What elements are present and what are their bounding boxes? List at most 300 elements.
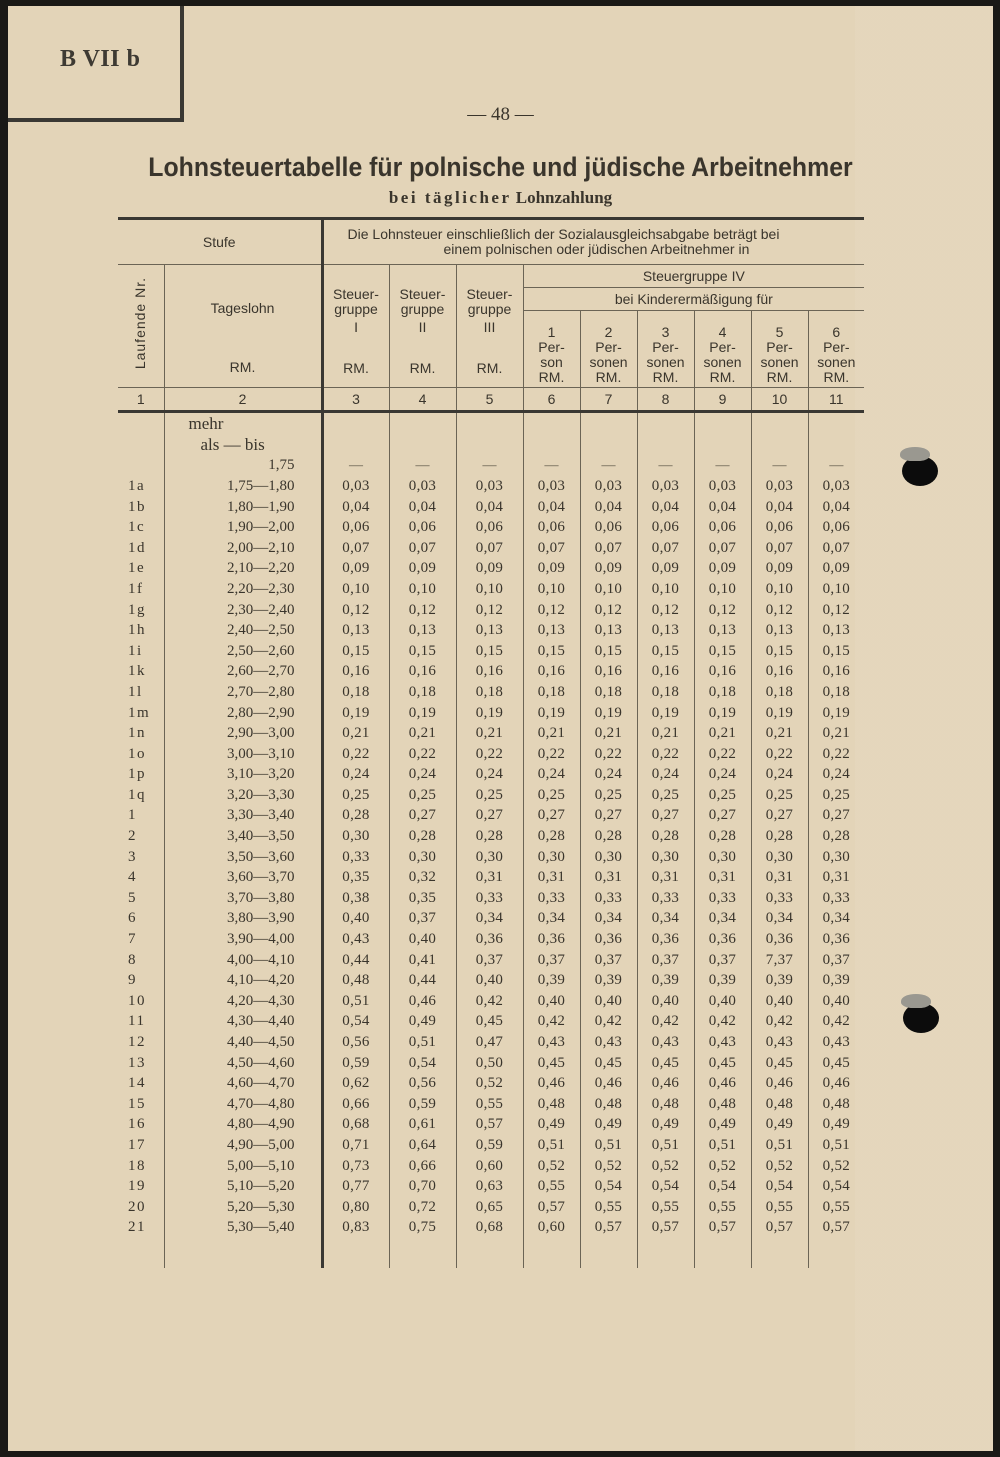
row-number: 14 xyxy=(128,1075,146,1092)
mehr-label: mehr xyxy=(164,412,322,436)
tax-value: 0,28 xyxy=(580,826,637,847)
tax-value: 0,33 xyxy=(456,888,523,909)
tax-value: 0,19 xyxy=(322,703,389,724)
table-row xyxy=(118,806,864,827)
tax-value: 0,46 xyxy=(694,1073,751,1094)
tax-value: 0,35 xyxy=(389,888,456,909)
tax-value: 0,18 xyxy=(322,682,389,703)
tax-value: 0,04 xyxy=(389,497,456,518)
wage-range: 4,80—4,90 xyxy=(164,1115,322,1136)
persons-label: sonen xyxy=(817,354,856,370)
persons-label: sonen xyxy=(703,354,742,370)
tax-value: 0,57 xyxy=(808,1218,864,1239)
tax-value: 0,60 xyxy=(523,1218,580,1239)
header-kinderermaessigung: bei Kinderermäßigung für xyxy=(523,288,864,311)
tax-value: 0,47 xyxy=(456,1032,523,1053)
tax-value: 0,66 xyxy=(389,1156,456,1177)
tax-value: 0,07 xyxy=(808,538,864,559)
tax-value: 0,80 xyxy=(322,1197,389,1218)
tax-value: 0,68 xyxy=(456,1218,523,1239)
tax-value: 0,40 xyxy=(523,991,580,1012)
tax-value: 0,46 xyxy=(808,1073,864,1094)
tax-value: 0,15 xyxy=(694,641,751,662)
empty-dash: — xyxy=(694,456,751,477)
tax-value: 0,07 xyxy=(580,538,637,559)
tax-value: 0,42 xyxy=(694,1012,751,1033)
tax-value: 0,39 xyxy=(808,970,864,991)
tax-value: 0,18 xyxy=(456,682,523,703)
tax-value: 0,27 xyxy=(637,806,694,827)
wage-range: 1,90—2,00 xyxy=(164,517,322,538)
persons-label: 2 xyxy=(604,324,613,340)
tax-value: 0,18 xyxy=(389,682,456,703)
column-number-row xyxy=(118,388,864,412)
tax-value: 0,55 xyxy=(523,1176,580,1197)
tax-value: 0,37 xyxy=(523,950,580,971)
tax-value: 0,09 xyxy=(751,559,808,580)
wage-range: 5,20—5,30 xyxy=(164,1197,322,1218)
wage-range: 3,80—3,90 xyxy=(164,909,322,930)
tax-value: 0,42 xyxy=(637,1012,694,1033)
wage-range: 4,40—4,50 xyxy=(164,1032,322,1053)
tax-value: 0,18 xyxy=(523,682,580,703)
tax-value: 0,13 xyxy=(322,620,389,641)
tax-value: 0,61 xyxy=(389,1115,456,1136)
tax-value: 0,25 xyxy=(389,785,456,806)
row-number: 12 xyxy=(128,1034,146,1051)
tax-value: 0,31 xyxy=(694,867,751,888)
tax-value: 0,36 xyxy=(580,929,637,950)
row-number: 1h xyxy=(128,622,146,639)
tax-value: 0,40 xyxy=(322,909,389,930)
tax-value: 0,15 xyxy=(637,641,694,662)
tax-value: 0,27 xyxy=(389,806,456,827)
tax-value: 0,42 xyxy=(523,1012,580,1033)
tax-value: 0,13 xyxy=(694,620,751,641)
tax-value: 0,45 xyxy=(751,1053,808,1074)
row-number: 1b xyxy=(128,498,146,515)
tax-value: 0,04 xyxy=(808,497,864,518)
tax-value: 0,25 xyxy=(637,785,694,806)
tax-value: 0,22 xyxy=(580,744,637,765)
row-number: 18 xyxy=(128,1157,146,1174)
tax-value: 0,59 xyxy=(389,1094,456,1115)
row-number: 21 xyxy=(128,1219,146,1236)
table-row xyxy=(118,970,864,991)
punch-hole-top xyxy=(902,456,938,486)
tax-value: 0,16 xyxy=(456,662,523,683)
persons-label: 3 xyxy=(661,324,670,340)
table-row xyxy=(118,1218,864,1239)
tax-value: 0,07 xyxy=(456,538,523,559)
tax-value: 0,31 xyxy=(637,867,694,888)
tax-value: 0,57 xyxy=(751,1218,808,1239)
table-row xyxy=(118,1115,864,1136)
row-number: 3 xyxy=(128,848,137,865)
table-row xyxy=(118,888,864,909)
subtitle-spaced: bei täglicher xyxy=(388,188,512,207)
tax-value: 0,09 xyxy=(808,559,864,580)
tax-value: 0,52 xyxy=(637,1156,694,1177)
tax-value: 0,52 xyxy=(456,1073,523,1094)
tax-value: 0,25 xyxy=(808,785,864,806)
tax-value: 0,24 xyxy=(523,765,580,786)
wage-range: 3,90—4,00 xyxy=(164,929,322,950)
tax-value: 0,10 xyxy=(580,579,637,600)
row-number: 2 xyxy=(128,828,137,845)
tax-value: 0,12 xyxy=(580,600,637,621)
tax-value: 0,39 xyxy=(523,970,580,991)
tax-value: 0,56 xyxy=(322,1032,389,1053)
tax-value: 0,16 xyxy=(389,662,456,683)
unit-label: RM. xyxy=(595,369,622,385)
tax-value: 0,51 xyxy=(751,1135,808,1156)
tax-value: 0,15 xyxy=(523,641,580,662)
row-number: 11 xyxy=(128,1013,146,1030)
tax-value: 0,37 xyxy=(637,950,694,971)
tax-value: 0,43 xyxy=(322,929,389,950)
table-row xyxy=(118,476,864,497)
tax-value: 0,28 xyxy=(751,826,808,847)
table-row xyxy=(118,538,864,559)
tax-value: 0,33 xyxy=(694,888,751,909)
tax-value: 0,06 xyxy=(751,517,808,538)
table-row xyxy=(118,1094,864,1115)
tax-value: 0,45 xyxy=(523,1053,580,1074)
tax-value: 0,27 xyxy=(751,806,808,827)
tax-value: 0,39 xyxy=(751,970,808,991)
tax-value: 0,30 xyxy=(322,826,389,847)
table-row xyxy=(118,641,864,662)
tax-value: 0,27 xyxy=(456,806,523,827)
tax-value: 0,06 xyxy=(456,517,523,538)
tax-value: 0,43 xyxy=(751,1032,808,1053)
table-header xyxy=(118,219,864,412)
header-laufende-nr xyxy=(118,265,164,388)
tax-value: 0,51 xyxy=(694,1135,751,1156)
wage-range: 2,40—2,50 xyxy=(164,620,322,641)
tax-value: 0,21 xyxy=(456,723,523,744)
tax-value: 0,22 xyxy=(808,744,864,765)
tax-value: 0,57 xyxy=(523,1197,580,1218)
group-label: Steuer- xyxy=(466,286,513,302)
wage-range: 4,70—4,80 xyxy=(164,1094,322,1115)
tax-value: 0,27 xyxy=(808,806,864,827)
tax-value: 0,16 xyxy=(580,662,637,683)
tax-value: 0,25 xyxy=(456,785,523,806)
tax-value: 0,39 xyxy=(694,970,751,991)
tax-value: 0,19 xyxy=(523,703,580,724)
tax-value: 0,18 xyxy=(694,682,751,703)
column-number: 6 xyxy=(523,388,580,412)
tax-value: 0,48 xyxy=(808,1094,864,1115)
table-body xyxy=(118,412,864,1269)
tax-value: 0,57 xyxy=(580,1218,637,1239)
tax-value: 0,55 xyxy=(580,1197,637,1218)
table-row xyxy=(118,1032,864,1053)
tax-value: 0,04 xyxy=(751,497,808,518)
wage-range: 2,00—2,10 xyxy=(164,538,322,559)
tax-value: 0,30 xyxy=(808,847,864,868)
row-number: 10 xyxy=(128,992,146,1009)
tax-value: 0,43 xyxy=(808,1032,864,1053)
wage-range: 4,30—4,40 xyxy=(164,1012,322,1033)
tax-value: 0,68 xyxy=(322,1115,389,1136)
tax-value: 0,31 xyxy=(751,867,808,888)
tax-value: 0,12 xyxy=(751,600,808,621)
tax-value: 0,70 xyxy=(389,1176,456,1197)
wage-range: 4,10—4,20 xyxy=(164,970,322,991)
tax-value: 0,40 xyxy=(694,991,751,1012)
tax-value: 0,40 xyxy=(808,991,864,1012)
tax-value: 0,06 xyxy=(694,517,751,538)
tax-value: 0,03 xyxy=(322,476,389,497)
tax-value: 0,40 xyxy=(456,970,523,991)
tax-value: 0,27 xyxy=(694,806,751,827)
unit-label: RM. xyxy=(652,369,679,385)
tax-value: 0,15 xyxy=(751,641,808,662)
tax-value: 0,07 xyxy=(322,538,389,559)
tax-value: 0,31 xyxy=(580,867,637,888)
tax-value: 0,62 xyxy=(322,1073,389,1094)
tax-value: 0,24 xyxy=(637,765,694,786)
tax-value: 0,34 xyxy=(637,909,694,930)
tax-value: 0,22 xyxy=(389,744,456,765)
first-limit-row xyxy=(118,456,864,477)
empty-dash: — xyxy=(322,456,389,477)
tax-value: 0,59 xyxy=(456,1135,523,1156)
row-number: 1 xyxy=(128,807,137,824)
tax-value: 0,55 xyxy=(456,1094,523,1115)
tax-value: 0,46 xyxy=(751,1073,808,1094)
tax-value: 0,45 xyxy=(456,1012,523,1033)
tax-value: 0,03 xyxy=(580,476,637,497)
tax-value: 0,16 xyxy=(523,662,580,683)
unit-label: RM. xyxy=(538,369,565,385)
wage-range: 5,10—5,20 xyxy=(164,1176,322,1197)
tax-value: 0,49 xyxy=(637,1115,694,1136)
table-row xyxy=(118,497,864,518)
row-number: 1o xyxy=(128,745,146,762)
tax-value: 0,16 xyxy=(808,662,864,683)
tax-value: 0,06 xyxy=(808,517,864,538)
tax-value: 0,37 xyxy=(694,950,751,971)
wage-range: 3,70—3,80 xyxy=(164,888,322,909)
column-number: 4 xyxy=(389,388,456,412)
tax-value: 0,19 xyxy=(456,703,523,724)
tax-value: 0,15 xyxy=(456,641,523,662)
tax-value: 0,41 xyxy=(389,950,456,971)
persons-label: Per- xyxy=(595,339,622,355)
table-row xyxy=(118,579,864,600)
wage-range: 3,60—3,70 xyxy=(164,867,322,888)
tax-value: 0,04 xyxy=(694,497,751,518)
tax-value: 0,15 xyxy=(580,641,637,662)
tax-value: 0,54 xyxy=(808,1176,864,1197)
tax-value: 0,21 xyxy=(694,723,751,744)
first-limit: 1,75 xyxy=(164,456,322,477)
tax-value: 0,37 xyxy=(808,950,864,971)
tax-value: 0,43 xyxy=(694,1032,751,1053)
tax-value: 0,30 xyxy=(637,847,694,868)
tageslohn-label: Tageslohn xyxy=(210,300,275,316)
tax-value: 0,19 xyxy=(808,703,864,724)
empty-dash: — xyxy=(808,456,864,477)
tax-value: 0,36 xyxy=(456,929,523,950)
wage-range: 5,00—5,10 xyxy=(164,1156,322,1177)
tax-value: 0,15 xyxy=(389,641,456,662)
tax-value: 0,03 xyxy=(808,476,864,497)
tax-value: 0,04 xyxy=(456,497,523,518)
tax-value: 0,19 xyxy=(580,703,637,724)
tax-value: 0,60 xyxy=(456,1156,523,1177)
column-number: 7 xyxy=(580,388,637,412)
table-row xyxy=(118,826,864,847)
table-row xyxy=(118,723,864,744)
tax-value: 0,24 xyxy=(322,765,389,786)
tax-value: 0,35 xyxy=(322,867,389,888)
tax-value: 0,30 xyxy=(751,847,808,868)
tax-value: 0,13 xyxy=(808,620,864,641)
column-number: 11 xyxy=(808,388,864,412)
tax-value: 0,28 xyxy=(694,826,751,847)
table-row xyxy=(118,600,864,621)
empty-dash: — xyxy=(456,456,523,477)
tax-value: 0,03 xyxy=(694,476,751,497)
row-number: 7 xyxy=(128,931,137,948)
row-number: 9 xyxy=(128,972,137,989)
tax-value: 0,52 xyxy=(523,1156,580,1177)
wage-range: 1,75—1,80 xyxy=(164,476,322,497)
table-row xyxy=(118,1176,864,1197)
tax-value: 0,30 xyxy=(694,847,751,868)
column-number: 8 xyxy=(637,388,694,412)
tax-value: 0,75 xyxy=(389,1218,456,1239)
tax-value: 0,16 xyxy=(322,662,389,683)
tax-value: 0,36 xyxy=(808,929,864,950)
tax-value: 0,43 xyxy=(523,1032,580,1053)
tax-value: 0,73 xyxy=(322,1156,389,1177)
tax-value: 0,25 xyxy=(751,785,808,806)
tax-value: 0,51 xyxy=(389,1032,456,1053)
tax-value: 7,37 xyxy=(751,950,808,971)
tax-value: 0,24 xyxy=(751,765,808,786)
wage-range: 1,80—1,90 xyxy=(164,497,322,518)
tax-value: 0,33 xyxy=(322,847,389,868)
row-number: 19 xyxy=(128,1178,146,1195)
tax-value: 0,30 xyxy=(456,847,523,868)
tax-value: 0,07 xyxy=(637,538,694,559)
header-persons-2 xyxy=(580,311,637,388)
tax-value: 0,31 xyxy=(523,867,580,888)
tax-value: 0,36 xyxy=(637,929,694,950)
tax-value: 0,13 xyxy=(751,620,808,641)
tax-value: 0,64 xyxy=(389,1135,456,1156)
tax-value: 0,09 xyxy=(322,559,389,580)
nr-cell xyxy=(118,412,164,436)
group-label: Steuer- xyxy=(399,286,446,302)
tax-value: 0,46 xyxy=(389,991,456,1012)
tax-value: 0,28 xyxy=(523,826,580,847)
tax-value: 0,16 xyxy=(637,662,694,683)
row-number: 1c xyxy=(128,519,146,536)
wage-range: 2,70—2,80 xyxy=(164,682,322,703)
tax-value: 0,39 xyxy=(580,970,637,991)
tax-value: 0,57 xyxy=(637,1218,694,1239)
wage-range: 4,00—4,10 xyxy=(164,950,322,971)
tax-value: 0,46 xyxy=(523,1073,580,1094)
header-persons-6 xyxy=(808,311,864,388)
tax-value: 0,06 xyxy=(389,517,456,538)
row-number: 1k xyxy=(128,663,146,680)
tax-value: 0,19 xyxy=(389,703,456,724)
tax-value: 0,33 xyxy=(751,888,808,909)
row-number: 1f xyxy=(128,580,144,597)
tax-value: 0,54 xyxy=(751,1176,808,1197)
row-number: 5 xyxy=(128,889,137,906)
tax-value: 0,45 xyxy=(694,1053,751,1074)
tax-value: 0,16 xyxy=(694,662,751,683)
tax-value: 0,33 xyxy=(580,888,637,909)
tax-value: 0,43 xyxy=(580,1032,637,1053)
row-number: 16 xyxy=(128,1116,146,1133)
column-number: 2 xyxy=(164,388,322,412)
tax-value: 0,52 xyxy=(580,1156,637,1177)
tax-value: 0,48 xyxy=(751,1094,808,1115)
tax-value: 0,12 xyxy=(456,600,523,621)
tax-value: 0,56 xyxy=(389,1073,456,1094)
tax-value: 0,51 xyxy=(808,1135,864,1156)
wage-range: 4,60—4,70 xyxy=(164,1073,322,1094)
row-number: 1p xyxy=(128,766,146,783)
persons-label: Per- xyxy=(652,339,679,355)
tax-value: 0,44 xyxy=(389,970,456,991)
als-bis-label: als — bis xyxy=(164,435,322,456)
tax-value: 0,52 xyxy=(694,1156,751,1177)
tax-value: 0,21 xyxy=(751,723,808,744)
tax-value: 0,33 xyxy=(637,888,694,909)
column-number: 9 xyxy=(694,388,751,412)
group-label: gruppe xyxy=(467,301,512,317)
unit-label: RM. xyxy=(229,359,256,375)
tax-value: 0,07 xyxy=(751,538,808,559)
column-number: 5 xyxy=(456,388,523,412)
wage-range: 2,60—2,70 xyxy=(164,662,322,683)
table-row xyxy=(118,991,864,1012)
header-persons-4 xyxy=(694,311,751,388)
wage-range: 2,30—2,40 xyxy=(164,600,322,621)
tax-value: 0,10 xyxy=(694,579,751,600)
header-stufe: Stufe xyxy=(118,219,322,265)
tax-value: 0,06 xyxy=(637,517,694,538)
tax-value: 0,09 xyxy=(523,559,580,580)
tax-value: 0,03 xyxy=(523,476,580,497)
persons-label: son xyxy=(540,354,563,370)
wage-range: 3,40—3,50 xyxy=(164,826,322,847)
row-number: 1n xyxy=(128,725,146,742)
persons-label: Per- xyxy=(709,339,736,355)
tax-value: 0,36 xyxy=(751,929,808,950)
tax-value: 0,33 xyxy=(523,888,580,909)
tax-value: 0,24 xyxy=(580,765,637,786)
tax-value: 0,06 xyxy=(580,517,637,538)
unit-label: RM. xyxy=(766,369,793,385)
tax-value: 0,09 xyxy=(637,559,694,580)
table-row xyxy=(118,662,864,683)
column-number: 1 xyxy=(136,390,145,407)
tax-value: 0,21 xyxy=(637,723,694,744)
row-number: 8 xyxy=(128,951,137,968)
